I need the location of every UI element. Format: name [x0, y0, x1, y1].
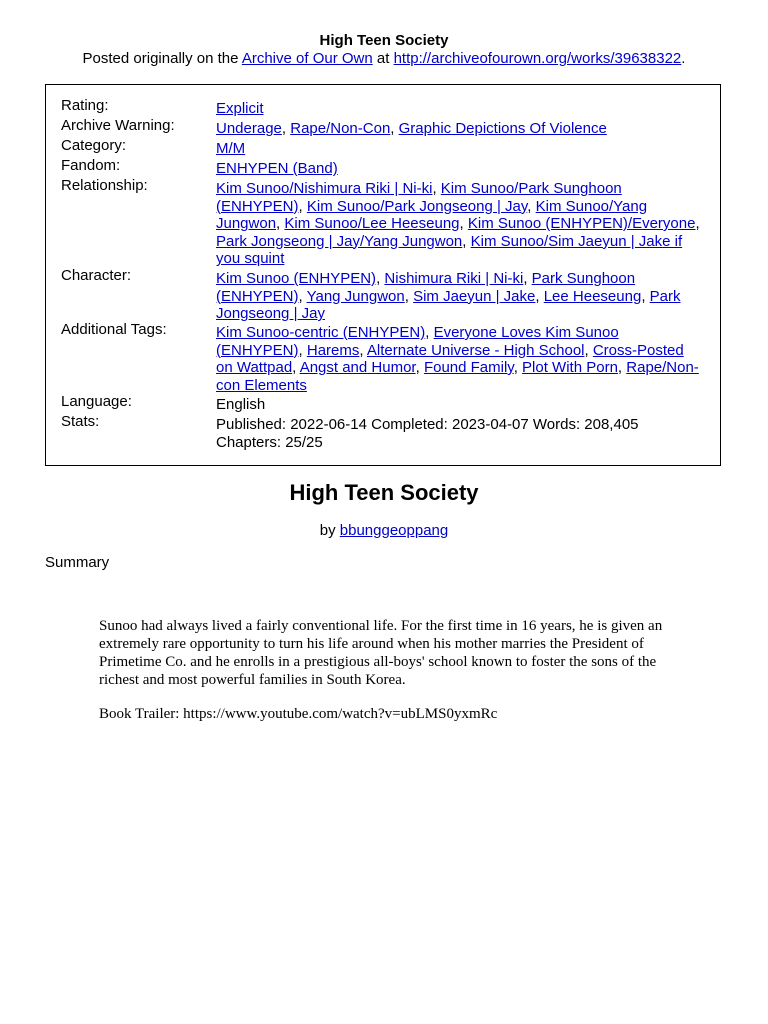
category-label: Category: [61, 137, 127, 154]
author-link[interactable]: bbunggeoppang [339, 522, 449, 539]
relationship-link[interactable]: Kim Sunoo/Lee Heeseung [284, 215, 460, 232]
tag-link[interactable]: Alternate Universe - High School [366, 341, 585, 359]
summary-heading: Summary [45, 554, 110, 571]
summary-body [99, 617, 679, 739]
stats-line-1: Published: 2022-06-14 Completed: 2023-04-07 Words: 208,405 [216, 416, 639, 433]
warning-label: Archive Warning: [61, 117, 175, 134]
relationship-link[interactable]: Kim Sunoo/Yang Jungwon [216, 197, 648, 232]
posted-prefix: Posted originally on the [82, 50, 239, 67]
rating-value [216, 100, 702, 118]
warning-link[interactable]: Rape/Non-Con [290, 120, 391, 137]
character-link[interactable]: Yang Jungwon [306, 287, 405, 305]
header-title: High Teen Society [319, 32, 449, 49]
language-label: Language: [61, 393, 132, 410]
relationship-link[interactable]: Kim Sunoo/Nishimura Riki | Ni-ki [216, 180, 433, 197]
character-label: Character: [61, 267, 132, 284]
byline [0, 522, 768, 539]
relationship-link[interactable]: Kim Sunoo/Park Jongseong | Jay [306, 197, 528, 215]
relationship-link[interactable]: Kim Sunoo/Park Sunghoon (ENHYPEN) [216, 180, 622, 215]
byline-by: by [319, 522, 336, 539]
tag-link[interactable]: Cross-Posted on Wattpad [216, 341, 684, 376]
character-link[interactable]: Sim Jaeyun | Jake [413, 287, 536, 305]
tags-value: Kim Sunoo-centric (ENHYPEN), Everyone Loves Kim Sunoo (ENHYPEN), Harems, Alternate Universe - High School, Cross-Posted on Wattpad, Angst and Humor, Found Family, Plot With Porn, Rape/Non-con Elements [216, 324, 699, 394]
relationship-value: Kim Sunoo/Nishimura Riki | Ni-ki, Kim Sunoo/Park Sunghoon (ENHYPEN), Kim Sunoo/Park Jongseong | Jay, Kim Sunoo/Yang Jungwon, Kim Sunoo/Lee Heeseung, Kim Sunoo (ENHYPEN)/Everyone, Park Jongseong | Jay/Yang Jungwon, Kim Sunoo/Sim Jaeyun | Jake if you squint [216, 180, 700, 267]
tag-link[interactable]: Angst and Humor [299, 359, 416, 376]
posted-at: at [376, 50, 390, 67]
relationship-link[interactable]: Kim Sunoo/Sim Jaeyun | Jake if you squint [216, 232, 683, 267]
posted-period: . [681, 50, 686, 67]
tag-link[interactable]: Rape/Non-con Elements [216, 359, 699, 394]
work-url-link[interactable]: http://archiveofourown.org/works/39638322 [393, 50, 682, 67]
tag-link[interactable]: Harems [306, 341, 360, 359]
rating-label: Rating: [61, 97, 109, 114]
tag-link[interactable]: Found Family [423, 359, 514, 376]
stats-value [216, 416, 702, 451]
relationship-link[interactable]: Kim Sunoo (ENHYPEN)/Everyone [467, 215, 696, 232]
character-link[interactable]: Park Jongseong | Jay [216, 287, 681, 322]
posted-line [0, 50, 768, 67]
fandom-link[interactable]: ENHYPEN (Band) [216, 160, 338, 177]
tags-label: Additional Tags: [61, 321, 167, 338]
stats-label: Stats: [61, 413, 100, 430]
summary-paragraph: Sunoo had always lived a fairly conventional life. For the first time in 16 years, he is given an extremely rare opportunity to turn his life around when his mother marries the President of Primetime Co. and he enrolls in a prestigious all-boys' school known to foster the sons of the richest and most powerful families in South Korea. [99, 618, 663, 688]
warning-link[interactable]: Underage [216, 120, 282, 137]
fandom-label: Fandom: [61, 157, 121, 174]
character-link[interactable]: Kim Sunoo (ENHYPEN) [216, 270, 377, 287]
character-link[interactable]: Nishimura Riki | Ni-ki [384, 270, 524, 287]
character-link[interactable]: Park Sunghoon (ENHYPEN) [216, 270, 636, 305]
work-metadata-box [45, 84, 721, 466]
summary-trailer: Book Trailer: https://www.youtube.com/watch?v=ubLMS0yxmRc [99, 706, 498, 722]
language-value: English [216, 396, 266, 413]
category-value [216, 140, 702, 158]
category-link[interactable]: M/M [216, 140, 246, 157]
relationship-link[interactable]: Park Jongseong | Jay/Yang Jungwon [216, 232, 463, 250]
archive-link[interactable]: Archive of Our Own [241, 50, 373, 67]
character-link[interactable]: Lee Heeseung [543, 287, 642, 305]
stats-line-2: Chapters: 25/25 [216, 433, 323, 451]
warning-value: Underage, Rape/Non-Con, Graphic Depictions Of Violence [216, 120, 607, 137]
tag-link[interactable]: Everyone Loves Kim Sunoo (ENHYPEN) [216, 324, 619, 359]
work-title: High Teen Society [289, 480, 479, 505]
rating-link[interactable]: Explicit [216, 100, 264, 117]
tag-link[interactable]: Plot With Porn [522, 359, 618, 376]
tag-link[interactable]: Kim Sunoo-centric (ENHYPEN) [216, 324, 426, 341]
character-value: Kim Sunoo (ENHYPEN), Nishimura Riki | Ni-ki, Park Sunghoon (ENHYPEN), Yang Jungwon, Sim Jaeyun | Jake, Lee Heeseung, Park Jongseong | Jay [216, 270, 681, 322]
fandom-value [216, 160, 702, 178]
relationship-label: Relationship: [61, 177, 148, 194]
warning-link[interactable]: Graphic Depictions Of Violence [398, 120, 607, 137]
